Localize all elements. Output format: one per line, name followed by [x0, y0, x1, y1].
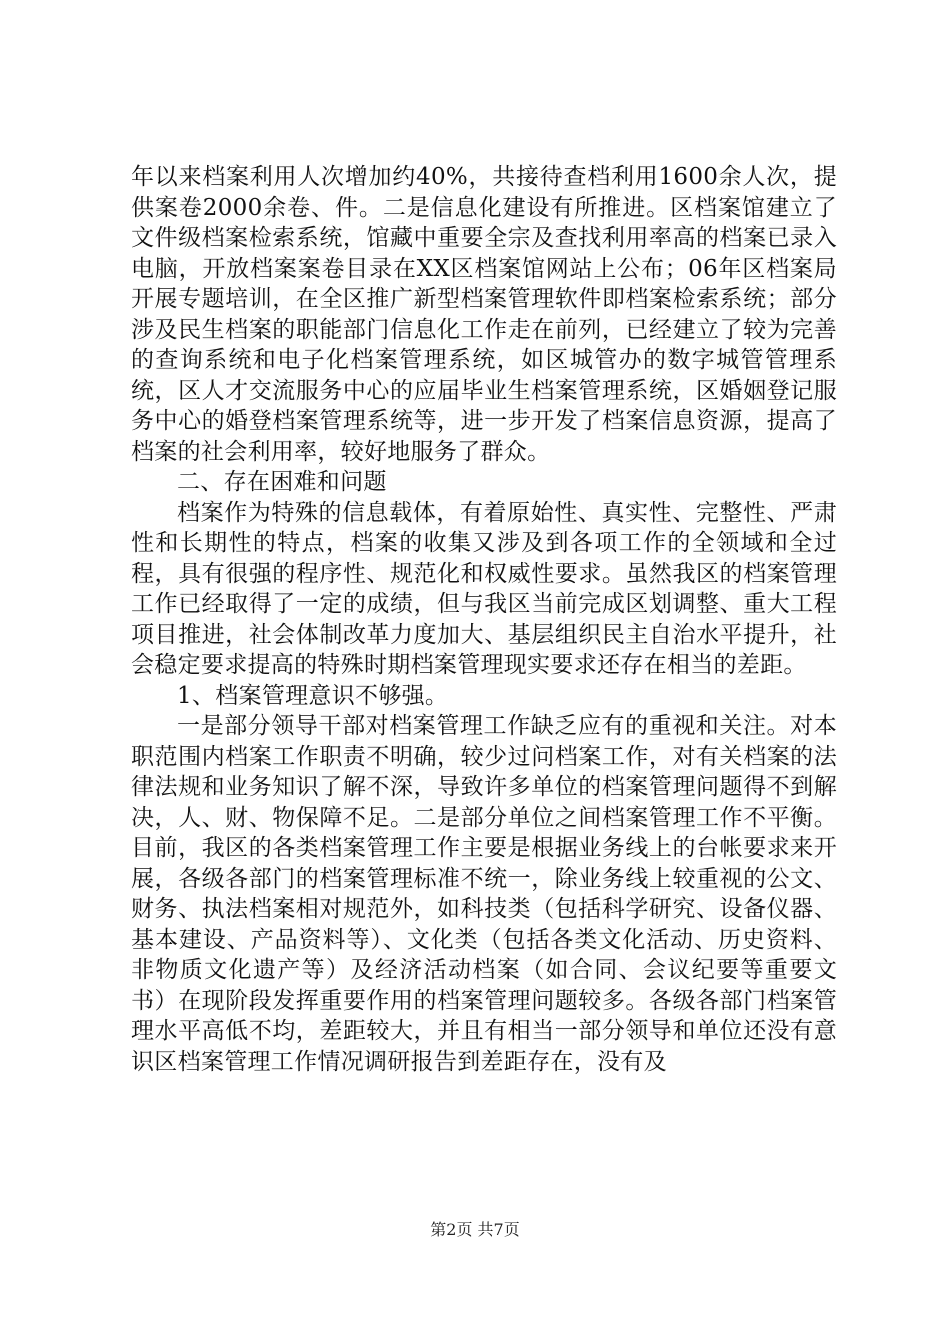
- page-number: 第2页 共7页: [430, 1220, 520, 1239]
- section-heading: 二、存在困难和问题: [177, 469, 387, 495]
- paragraph-continuation: 年以来档案利用人次增加约40%，共接待查档利用1600余人次，提供案卷2000余卷、件。二是信息化建设有所推进。区档案馆建立了文件级档案检索系统，馆藏中重要全宗及查找利用率高的档案已录入电脑，开放档案案卷目录在XX区档案馆网站上公布；06年区档案局开展专题培训，在全区推广新型档案管理软件即档案检索系统；部分涉及民生档案的职能部门信息化工作走在前列，已经建立了较为完善的查询系统和电子化档案管理系统，如区城管办的数字城管管理系统，区人才交流服务中心的应届毕业生档案管理系统，区婚姻登记服务中心的婚登档案管理系统等，进一步开发了档案信息资源，提高了档案的社会利用率，较好地服务了群众。: [131, 164, 837, 465]
- page-footer: [0, 1217, 950, 1240]
- paragraph: 档案作为特殊的信息载体，有着原始性、真实性、完整性、严肃性和长期性的特点，档案的收集又涉及到各项工作的全领域和全过程，具有很强的程序性、规范化和权威性要求。虽然我区的档案管理工作已经取得了一定的成绩，但与我区当前完成区划调整、重大工程项目推进，社会体制改革力度加大、基层组织民主自治水平提升，社会稳定要求提高的特殊时期档案管理现实要求还存在相当的差距。: [131, 499, 837, 678]
- paragraph: 一是部分领导干部对档案管理工作缺乏应有的重视和关注。对本职范围内档案工作职责不明确，较少过问档案工作，对有关档案的法律法规和业务知识了解不深，导致许多单位的档案管理问题得不到解决，人、财、物保障不足。二是部分单位之间档案管理工作不平衡。目前，我区的各类档案管理工作主要是根据业务线上的台帐要求来开展，各级各部门的档案管理标准不统一，除业务线上较重视的公文、财务、执法档案相对规范外，如科技类（包括科学研究、设备仪器、基本建设、产品资料等）、文化类（包括各类文化活动、历史资料、非物质文化遗产等）及经济活动档案（如合同、会议纪要等重要文书）在现阶段发挥重要作用的档案管理问题较多。各级各部门档案管理水平高低不均，差距较大，并且有相当一部分领导和单位还没有意识区档案管理工作情况调研报告到差距存在，没有及: [131, 713, 837, 1075]
- subsection-heading: 1、档案管理意识不够强。: [177, 682, 449, 709]
- document-body: [131, 162, 837, 1077]
